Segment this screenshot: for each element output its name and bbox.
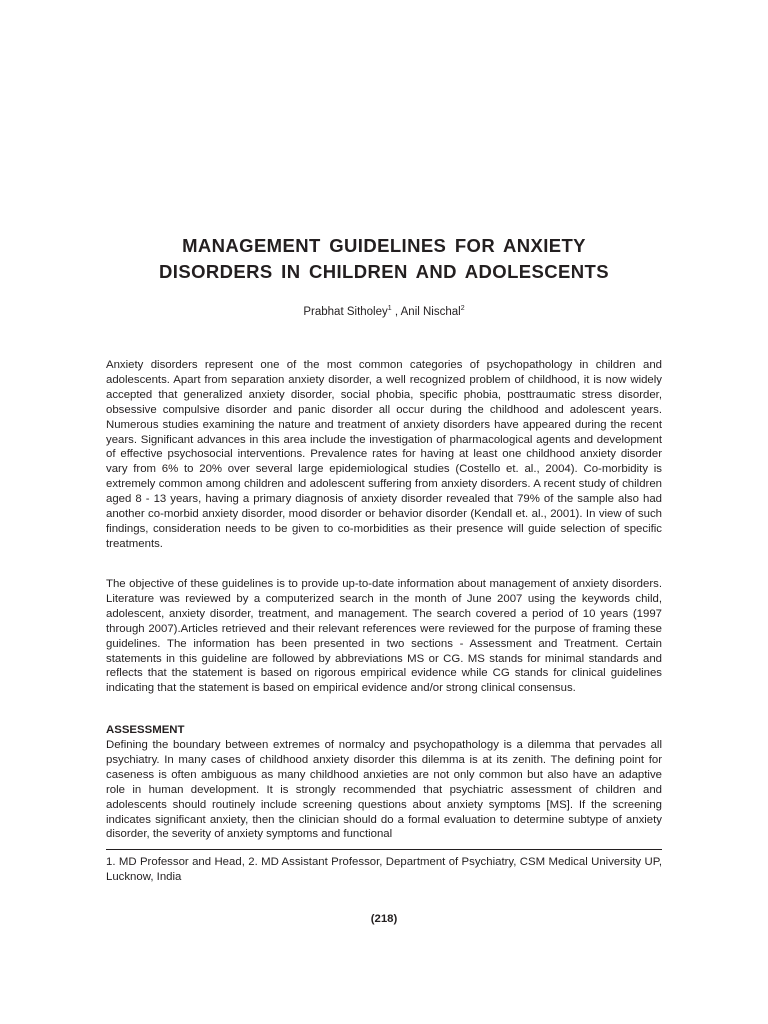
article-title-line-2: DISORDERS IN CHILDREN AND ADOLESCENTS [159,261,609,282]
author-separator: , [391,306,401,318]
objective-paragraph: The objective of these guidelines is to provide up-to-date information about management of anxiety disorders. Literature was reviewed by a computerized search in the month of June 2007 using the keywords child, adolescent, anxiety disorder, treatment, and management. The search covered a period of 10 years (1997 through 2007).Articles retrieved and their relevant references were reviewed for the purpose of framing these guidelines. The information has been presented in two sections - Assessment and Treatment. Certain statements in this guideline are followed by abbreviations MS or CG. MS stands for minimal standards and reflects that the statement is based on rigorous empirical evidence while CG stands for clinical guidelines indicating that the statement is based on empirical evidence and/or strong clinical consensus. [106,578,662,695]
author-line [0,304,768,320]
author-1-affiliation-mark: 1 [387,305,392,312]
article-title-line-1: MANAGEMENT GUIDELINES FOR ANXIETY [182,235,586,256]
author-2-affiliation-mark: 2 [460,305,465,312]
page-number: (218) [370,913,398,925]
author-2-name: Anil Nischal [400,306,461,318]
intro-paragraph: Anxiety disorders represent one of the most common categories of psychopathology in children and adolescents. Apart from separation anxiety disorder, a well recognized problem of childhood, it is now widely accepted that generalized anxiety disorder, social phobia, specific phobia, posttraumatic stress disorder, obsessive compulsive disorder and panic disorder all occur during the childhood and adolescent years. Numerous studies examining the nature and treatment of anxiety disorders have appeared during the recent years. Significant advances in this area include the investigation of pharmacological agents and development of effective psychosocial interventions. Prevalence rates for having at least one childhood anxiety disorder vary from 6% to 20% over several large epidemiological studies (Costello et. al., 2004). Co-morbidity is extremely common among children and adolescent suffering from anxiety disorders. A recent study of children aged 8 - 13 years, having a primary diagnosis of anxiety disorder revealed that 79% of the sample also had another co-morbid anxiety disorder, mood disorder or behavior disorder (Kendall et. al., 2001). In view of such findings, consideration needs to be given to co-morbidities as their presence will guide selection of specific treatments. [106,359,662,550]
article-title [60,233,708,285]
section-heading-assessment: ASSESSMENT [106,724,185,736]
footnote-divider [106,849,662,850]
author-1-name: Prabhat Sitholey [303,306,388,318]
affiliation-footnote: 1. MD Professor and Head, 2. MD Assistant Professor, Department of Psychiatry, CSM Medical University UP, Lucknow, India [106,856,662,883]
assessment-paragraph: Defining the boundary between extremes of normalcy and psychopathology is a dilemma that pervades all psychiatry. In many cases of childhood anxiety disorder this dilemma is at its zenith. The defining point for caseness is often ambiguous as many childhood anxieties are not only common but also have an adaptive role in human development. It is strongly recommended that psychiatric assessment of children and adolescents should routinely include screening questions about anxiety symptoms [MS]. If the screening indicates significant anxiety, then the clinician should do a formal evaluation to determine subtype of anxiety disorder, the severity of anxiety symptoms and functional [106,739,662,841]
